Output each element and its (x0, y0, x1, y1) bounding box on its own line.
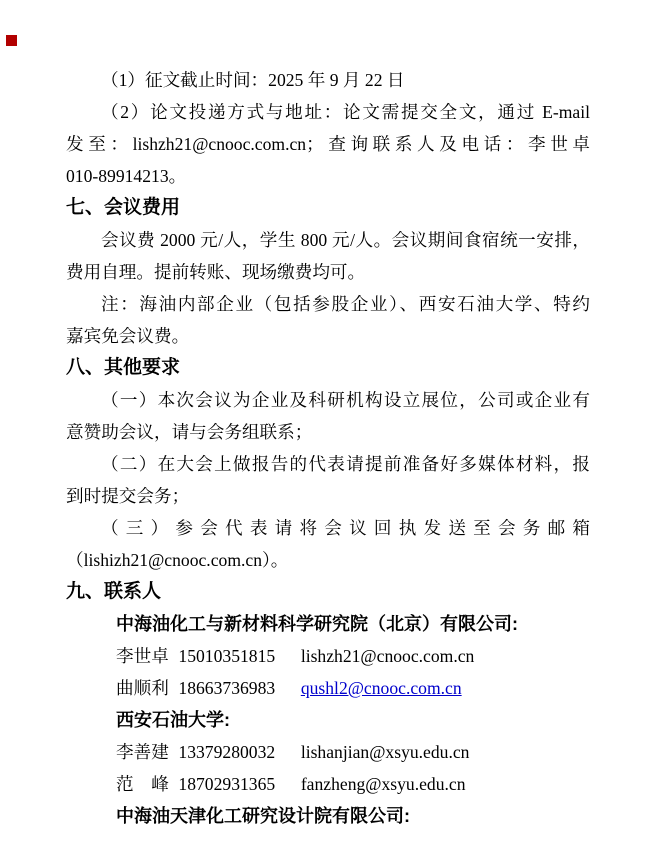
contact-row (66, 736, 590, 768)
contact-email: lishzh21@cnooc.com.cn (300, 646, 475, 666)
contact-phone: 15010351815 (178, 646, 276, 666)
contact-email: fanzheng@xsyu.edu.cn (300, 774, 466, 794)
red-marker (6, 35, 17, 46)
contact-row (66, 640, 590, 672)
paragraph-line: 费用自理。提前转账、现场缴费均可。 (66, 262, 366, 282)
contact-name: 李世卓 (116, 646, 169, 666)
paragraph-line: （二）在大会上做报告的代表请提前准备好多媒体材料，报 (101, 454, 590, 474)
contact-name: 曲顺利 (116, 678, 169, 698)
paragraph-line: （1）征文截止时间：2025 年 9 月 22 日 (101, 70, 405, 90)
email-link[interactable]: qushl2@cnooc.com.cn (300, 678, 462, 698)
paragraph-line: 嘉宾免会议费。 (66, 326, 190, 346)
paragraph-line: 到时提交会务； (66, 486, 190, 506)
contact-row (66, 768, 590, 800)
paragraph-line: （2）论文投递方式与地址：论文需提交全文，通过 E-mail (101, 102, 590, 122)
paragraph-line: （lishizh21@cnooc.com.cn）。 (66, 550, 289, 570)
paragraph-line: 010-89914213。 (66, 166, 187, 186)
section-heading-other: 八、其他要求 (66, 357, 181, 378)
section-heading-fee: 七、会议费用 (66, 197, 181, 218)
document-content (66, 64, 590, 832)
company-name: 中海油化工与新材料科学研究院（北京）有限公司: (116, 614, 518, 634)
paragraph-line: 会议费 2000 元/人，学生 800 元/人。会议期间食宿统一安排， (101, 230, 590, 250)
company-name: 西安石油大学: (116, 710, 230, 730)
paragraph-line: 意赞助会议，请与会务组联系； (66, 422, 313, 442)
contact-name: 李善建 (116, 742, 169, 762)
paragraph-line: 注：海油内部企业（包括参股企业）、西安石油大学、特约 (101, 294, 590, 314)
contact-phone: 18663736983 (178, 678, 276, 698)
contact-row (66, 672, 590, 704)
paragraph-line: （一）本次会议为企业及科研机构设立展位，公司或企业有 (101, 390, 590, 410)
company-name: 中海油天津化工研究设计院有限公司: (116, 806, 410, 826)
section-heading-contacts: 九、联系人 (66, 581, 162, 602)
contact-email: lishanjian@xsyu.edu.cn (300, 742, 470, 762)
contact-phone: 13379280032 (178, 742, 276, 762)
paragraph-line: 发至：lishzh21@cnooc.com.cn；查询联系人及电话：李世卓 (66, 134, 590, 154)
paragraph-line: （三）参会代表请将会议回执发送至会务邮箱 (101, 518, 590, 538)
contact-name: 范 峰 (116, 774, 169, 794)
contact-phone: 18702931365 (178, 774, 276, 794)
